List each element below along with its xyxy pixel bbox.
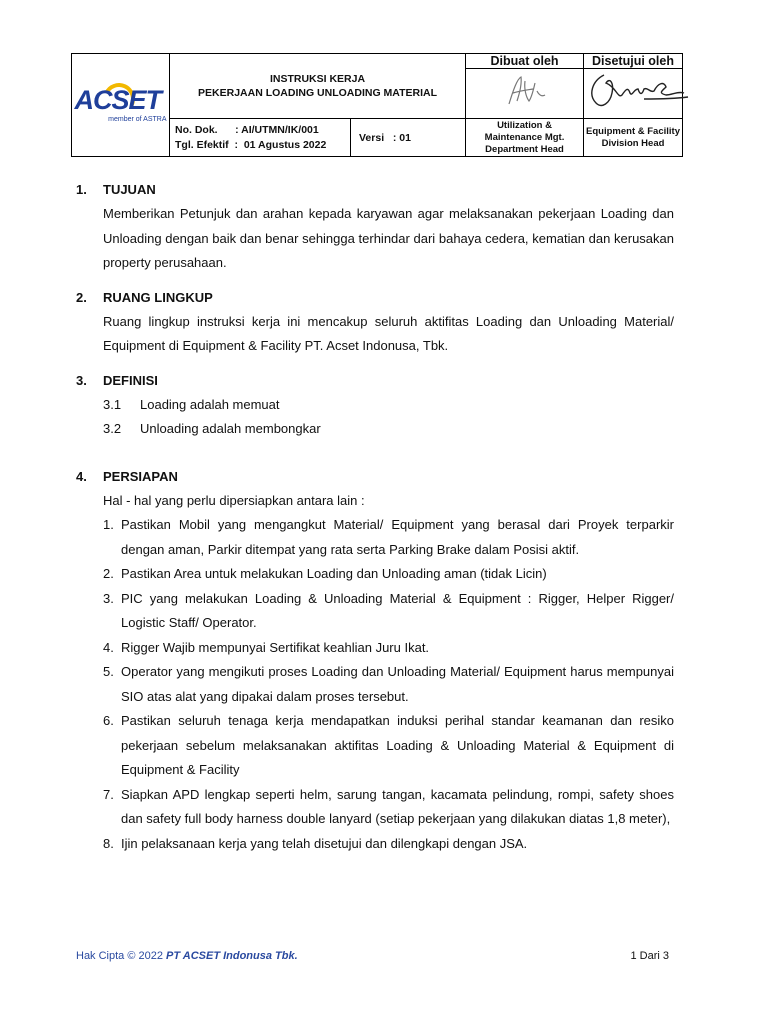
- list-number: 8.: [103, 835, 114, 851]
- list-text: Rigger Wajib mempunyai Sertifikat keahlian Juru Ikat.: [121, 639, 430, 655]
- document-body: [76, 178, 674, 866]
- list-number: 3.: [103, 590, 114, 606]
- list-number: 5.: [103, 664, 114, 679]
- list-item: [103, 709, 674, 783]
- section-number: 2.: [76, 289, 87, 305]
- maker-role-line-2: Maintenance Mgt.: [484, 131, 565, 143]
- section-ruang-lingkup: [76, 286, 674, 359]
- definition-item: [103, 393, 674, 417]
- logo-cell: [72, 54, 170, 157]
- list-text: Pastikan Area untuk melakukan Loading dan Unloading aman (tidak Licin): [121, 566, 547, 581]
- doc-info-cell: [170, 119, 351, 157]
- list-text: Pastikan Mobil yang mengangkut Material/ Equipment yang berasal dari Proyek terparkir dengan aman, Parkir ditempat yang rata serta Parking Brake dalam Posisi aktif.: [121, 517, 674, 557]
- list-number: 4.: [103, 639, 114, 655]
- page-number: 1 Dari 3: [630, 950, 669, 962]
- list-item: [103, 513, 674, 562]
- list-text: Siapkan APD lengkap seperti helm, sarung tangan, kacamata pelindung, rompi, safety shoes dan safety full body harness double lanyard (setiap pekerjaan yang dilakukan diatas 1,8 meter),: [121, 786, 674, 826]
- approver-role: [584, 119, 683, 157]
- approver-signature-icon: [584, 69, 694, 113]
- definition-text: Loading adalah memuat: [140, 396, 280, 412]
- version-cell: Versi : 01: [351, 119, 466, 157]
- section-title: TUJUAN: [103, 182, 156, 197]
- logo-member-text: member of ASTRA: [108, 115, 167, 123]
- section-title: PERSIAPAN: [103, 468, 178, 484]
- section-number: 4.: [76, 468, 87, 484]
- section-heading: [76, 178, 674, 202]
- list-item: [103, 660, 674, 709]
- list-item: [103, 587, 674, 636]
- section-definisi: [76, 369, 674, 441]
- document-header-table: [71, 53, 683, 157]
- list-number: 7.: [103, 786, 114, 802]
- doc-number: No. Dok. : AI/UTMN/IK/001: [175, 123, 319, 136]
- list-text: Ijin pelaksanaan kerja yang telah disetujui dan dilengkapi dengan JSA.: [121, 835, 528, 851]
- maker-signature-icon: [495, 71, 555, 111]
- acset-logo: [73, 79, 169, 127]
- approver-signature-cell: [584, 69, 683, 119]
- definition-number: 3.1: [103, 396, 122, 412]
- section-intro: Hal - hal yang perlu dipersiapkan antara lain :: [103, 492, 365, 508]
- title-line-2: PEKERJAAN LOADING UNLOADING MATERIAL: [198, 87, 437, 99]
- company-name: PT ACSET Indonusa Tbk.: [166, 950, 298, 962]
- approver-role-line-2: Division Head: [601, 137, 665, 149]
- section-paragraph: Memberikan Petunjuk dan arahan kepada karyawan agar melaksanakan pekerjaan Loading dan Unloading dengan baik dan benar sehingga terhindar dari bahaya cedera, kematian dan kerusakan property perusahaan.: [103, 206, 674, 270]
- effective-date: Tgl. Efektif : 01 Agustus 2022: [175, 138, 327, 151]
- list-number: 1.: [103, 517, 114, 532]
- approver-role-line-1: Equipment & Facility: [586, 125, 680, 137]
- disetujui-oleh-label: Disetujui oleh: [584, 54, 683, 69]
- list-text: Pastikan seluruh tenaga kerja mendapatkan induksi perihal standar keamanan dan resiko pekerjaan sebelum melaksanakan aktifitas Loading & Unloading Material & Equipment di Equipment & Facility: [121, 713, 674, 777]
- definition-text: Unloading adalah membongkar: [140, 420, 321, 436]
- definition-item: [103, 417, 674, 441]
- maker-role: [466, 119, 584, 157]
- definition-number: 3.2: [103, 420, 122, 436]
- logo-wordmark: ACSET: [74, 84, 162, 115]
- section-persiapan: [76, 465, 674, 857]
- section-title: RUANG LINGKUP: [103, 289, 213, 305]
- section-title: DEFINISI: [103, 372, 158, 388]
- dibuat-oleh-label: Dibuat oleh: [466, 54, 584, 69]
- copyright-prefix: Hak Cipta © 2022: [76, 950, 167, 962]
- list-number: 2.: [103, 566, 114, 581]
- list-item: [103, 783, 674, 832]
- maker-role-line-3: Department Head: [485, 143, 564, 155]
- section-heading: [76, 286, 674, 310]
- list-item: [103, 636, 674, 661]
- list-text: Operator yang mengikuti proses Loading dan Unloading Material/ Equipment harus mempunyai SIO atas alat yang dipakai dalam proses tersebut.: [121, 664, 674, 704]
- list-text: PIC yang melakukan Loading & Unloading Material & Equipment : Rigger, Helper Rigger/ Logistic Staff/ Operator.: [121, 590, 674, 630]
- document-title: [170, 54, 466, 119]
- list-item: [103, 562, 674, 587]
- section-paragraph: Ruang lingkup instruksi kerja ini mencakup seluruh aktifitas Loading dan Unloading Material/ Equipment di Equipment & Facility PT. Acset Indonusa, Tbk.: [103, 313, 674, 353]
- section-heading: [76, 465, 674, 489]
- list-number: 6.: [103, 713, 114, 728]
- maker-role-line-1: Utilization &: [497, 119, 552, 131]
- maker-signature-cell: [466, 69, 584, 119]
- section-number: 3.: [76, 372, 87, 388]
- list-item: [103, 832, 674, 857]
- footer-copyright: [76, 950, 298, 962]
- section-heading: [76, 369, 674, 393]
- section-tujuan: [76, 178, 674, 276]
- section-number: 1.: [76, 182, 87, 197]
- title-line-1: INSTRUKSI KERJA: [269, 73, 366, 85]
- preparation-list: [103, 513, 674, 856]
